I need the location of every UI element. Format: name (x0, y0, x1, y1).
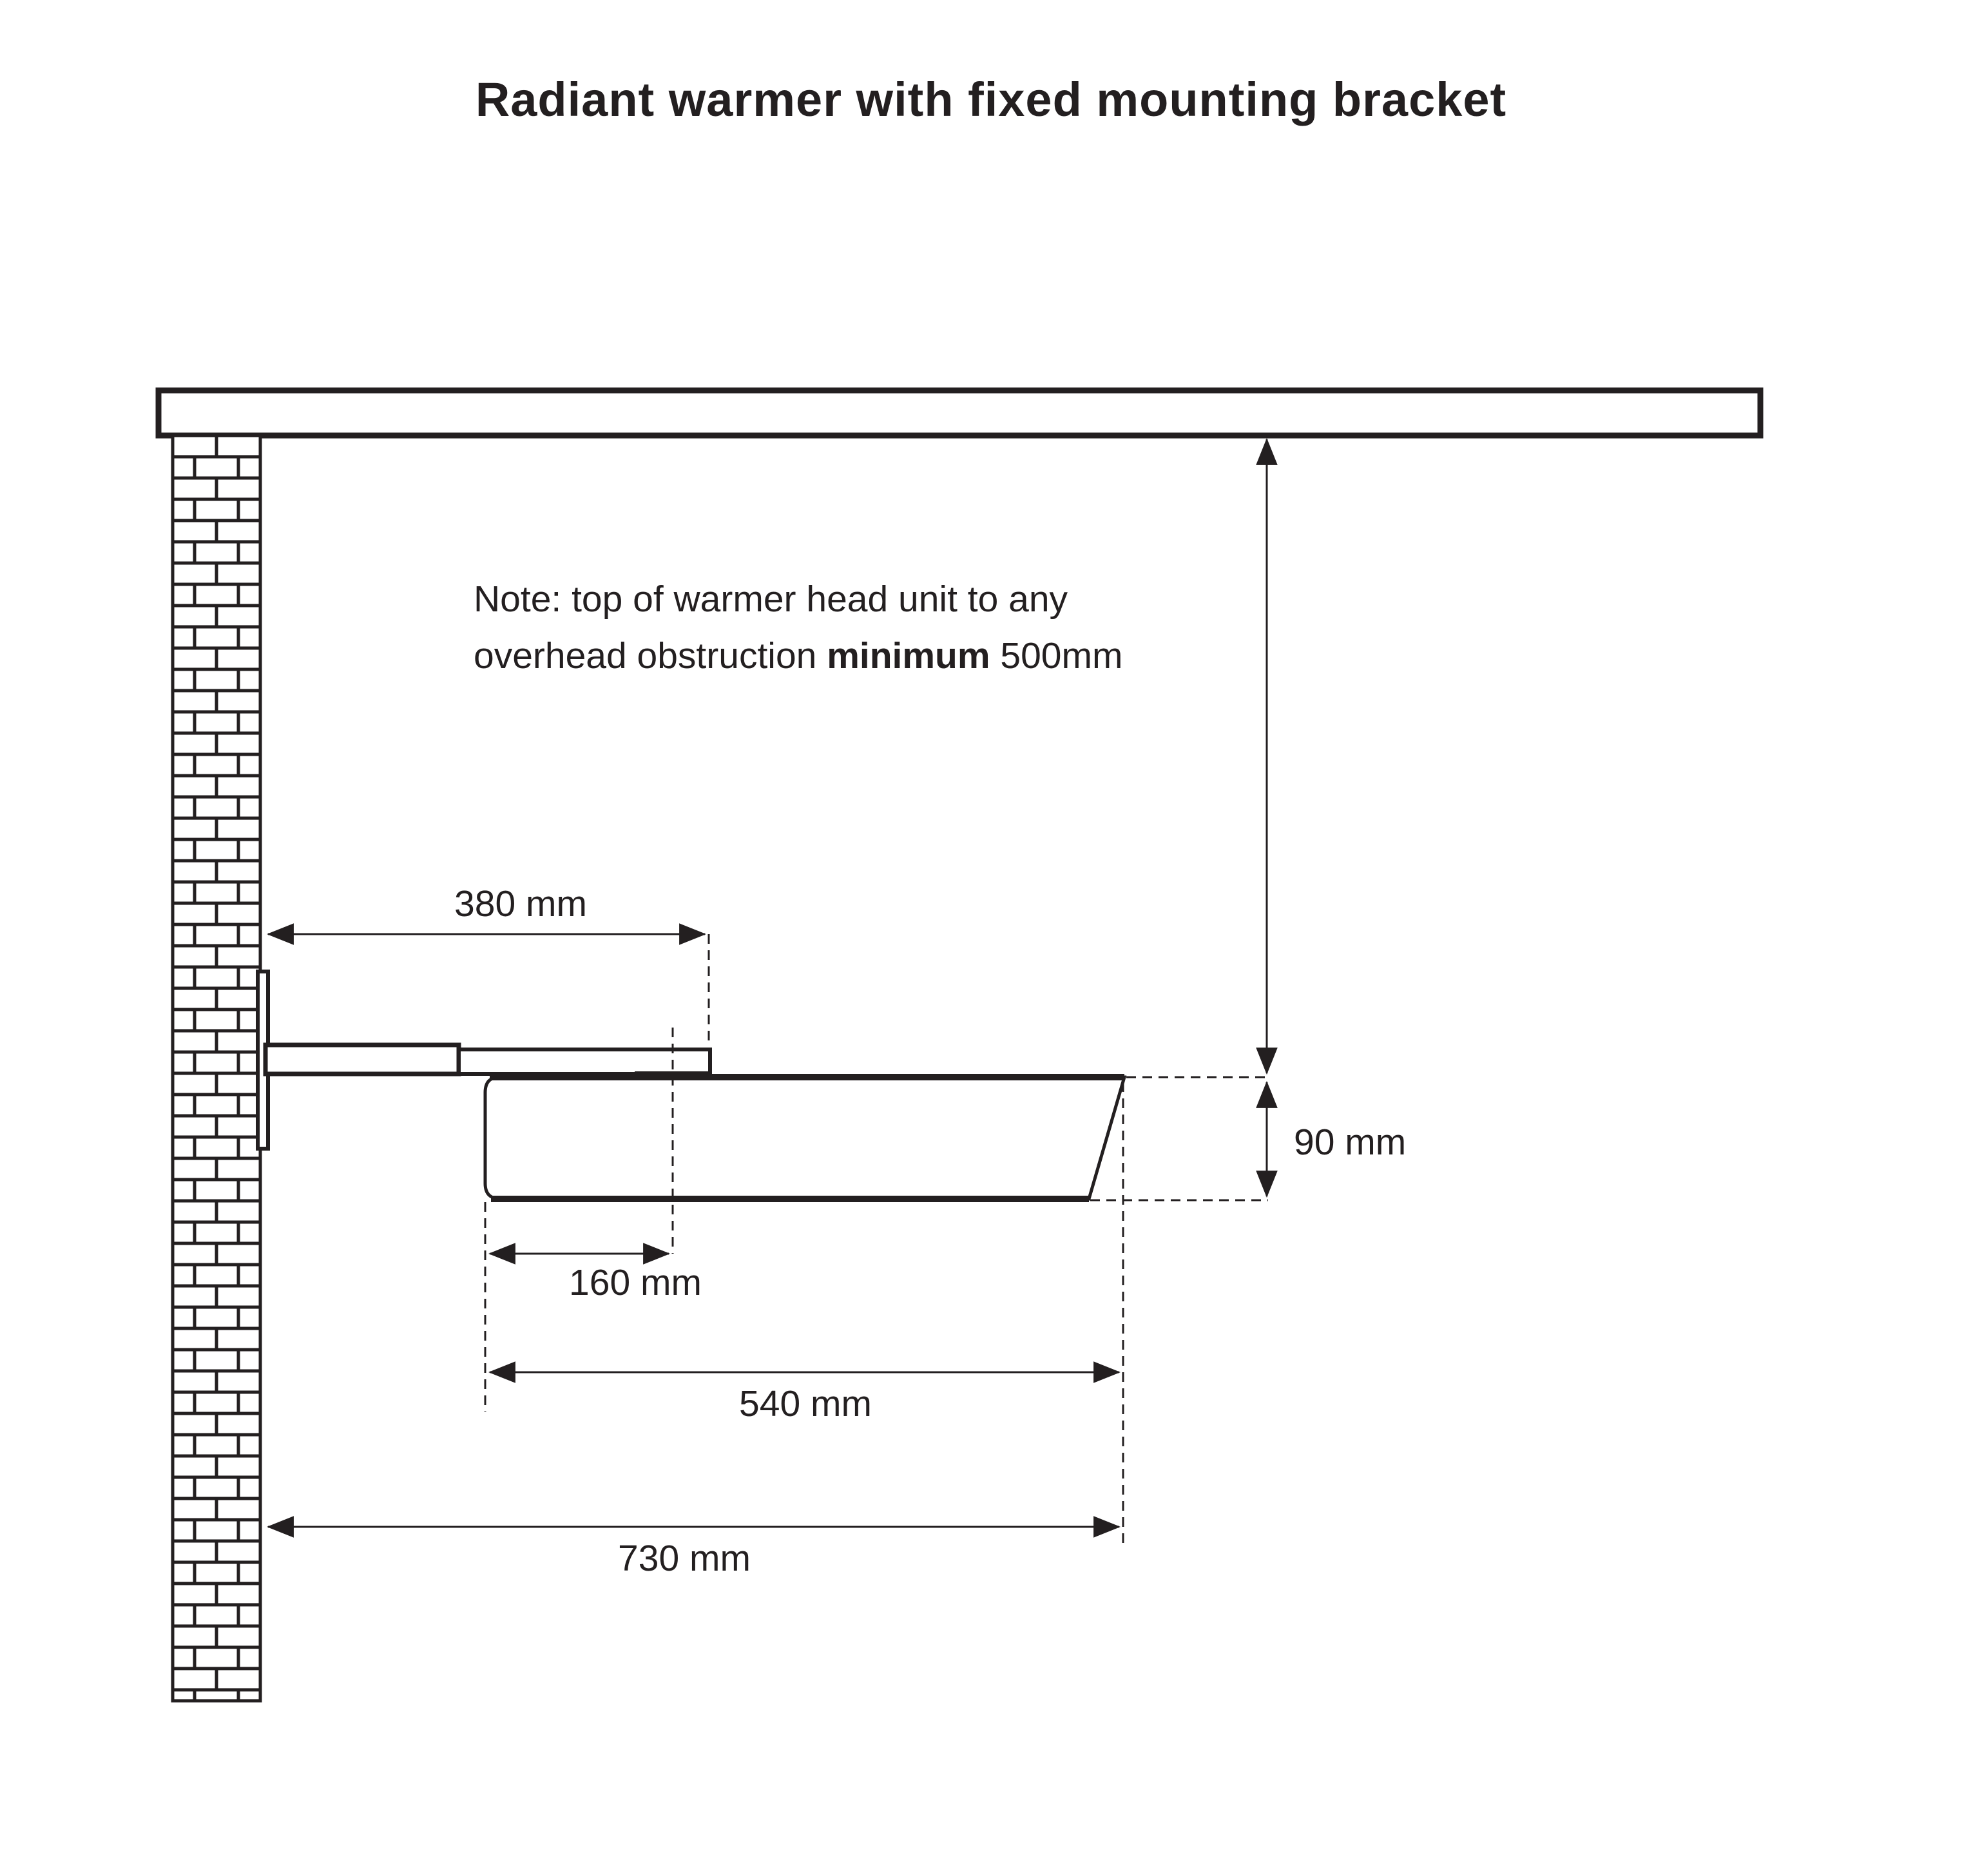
clearance-note-line2: overhead obstruction minimum 500mm (474, 635, 1123, 676)
label-380mm: 380 mm (454, 883, 587, 924)
brick-wall (173, 436, 260, 1701)
label-90mm: 90 mm (1294, 1122, 1407, 1163)
label-160mm: 160 mm (569, 1262, 702, 1303)
clearance-note-minimum: minimum (827, 635, 990, 676)
label-730mm: 730 mm (618, 1538, 751, 1579)
clearance-note-line1: Note: top of warmer head unit to any (474, 579, 1068, 620)
clearance-note (474, 571, 1122, 684)
ceiling-slab (159, 390, 1760, 436)
extension-lines (485, 934, 1268, 1546)
bracket-arm-inner-section (265, 1045, 459, 1074)
label-540mm: 540 mm (739, 1383, 872, 1424)
page-title: Radiant warmer with fixed mounting bracket (475, 73, 1507, 126)
warmer-head-unit (485, 1077, 1124, 1199)
